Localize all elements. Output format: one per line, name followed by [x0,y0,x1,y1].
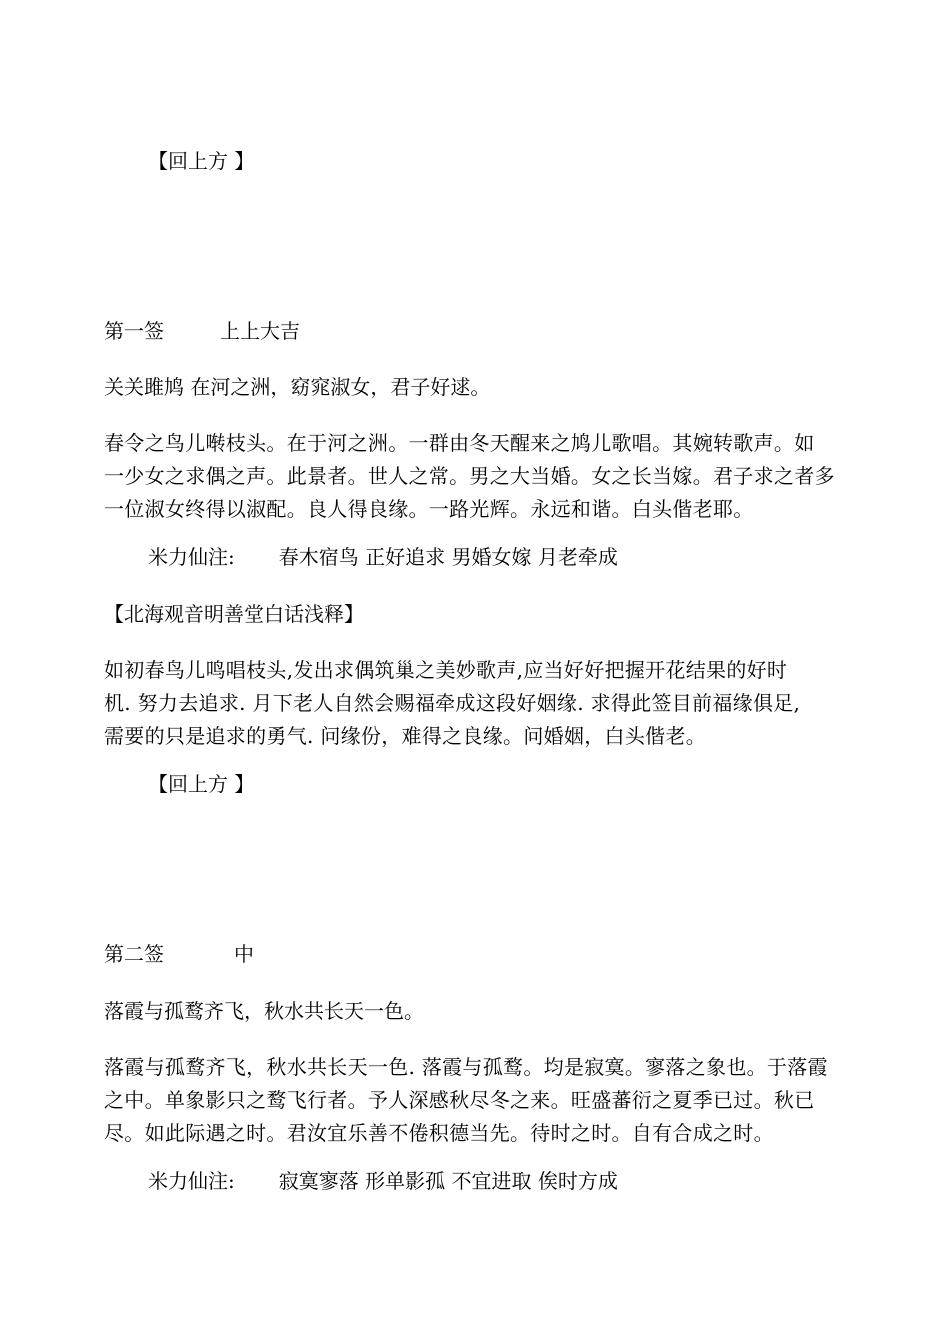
sign-explanation [104,1051,856,1150]
plain-line: 需要的只是追求的勇气. 问缘份，难得之良缘。问婚姻，白头偕老。 [104,724,707,748]
plain-line: 如初春鸟儿鸣唱枝头,发出求偶筑巢之美妙歌声,应当好好把握开花结果的好时 [104,658,788,682]
sign-note [148,544,618,570]
sign-heading [104,318,300,344]
sign-explanation [104,427,856,526]
explanation-line: 落霞与孤鹜齐飞，秋水共长天一色. 落霞与孤鹜。均是寂寞。寥落之象也。于落霞 [104,1055,828,1079]
explanation-line: 一位淑女终得以淑配。良人得良缘。一路光辉。永远和谐。白头偕老耶。 [104,497,754,521]
sign-rank: 中 [234,942,254,966]
back-to-top-link[interactable]: 【回上方 】 [148,772,255,796]
explanation-line: 尽。如此际遇之时。君汝宜乐善不倦积德当先。待时之时。自有合成之时。 [104,1121,774,1145]
note-label: 米力仙注: [148,545,235,569]
sign-title: 第一签 [104,319,164,343]
sign-rank: 上上大吉 [220,319,300,343]
note-label: 米力仙注: [148,1169,235,1193]
sign-verse: 关关雎鸠 在河之洲，窈窕淑女，君子好逑。 [104,375,491,399]
sign-heading [104,941,254,967]
sign-note [148,1168,618,1194]
sign-title: 第二签 [104,942,164,966]
explanation-line: 之中。单象影只之鹜飞行者。予人深感秋尽冬之来。旺盛蕃衍之夏季已过。秋已 [104,1088,815,1112]
back-to-top-link[interactable]: 【回上方 】 [148,149,255,173]
plain-explanation [104,654,856,753]
plain-line: 机. 努力去追求. 月下老人自然会赐福牵成这段好姻缘. 求得此签目前福缘俱足, [104,691,801,715]
explanation-line: 一少女之求偶之声。此景者。世人之常。男之大当婚。女之长当嫁。君子求之者多 [104,464,835,488]
sign-verse: 落霞与孤鹜齐飞，秋水共长天一色。 [104,999,424,1023]
section-header: 【北海观音明善堂白话浅释】 [104,602,364,626]
note-text: 寂寞寥落 形单影孤 不宜进取 俟时方成 [278,1169,618,1193]
note-text: 春木宿鸟 正好追求 男婚女嫁 月老牵成 [278,545,618,569]
explanation-line: 春令之鸟儿啭枝头。在于河之洲。一群由冬天醒来之鸠儿歌唱。其婉转歌声。如 [104,431,815,455]
